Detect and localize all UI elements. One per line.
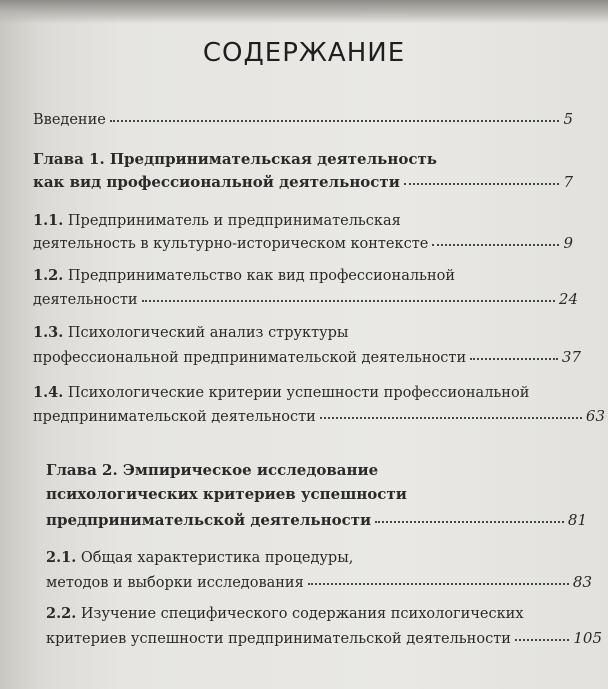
toc-entry-text: Психологический анализ структуры (67, 325, 349, 341)
toc-entry-text: Предпринимательство как вид профессиональной (67, 268, 456, 284)
toc-entry-text: Общая характеристика процедуры, (80, 550, 354, 566)
toc-page-number: 81 (567, 511, 587, 529)
toc-entry-section-1-4[interactable] (33, 405, 605, 426)
toc-page-number: 83 (572, 573, 592, 591)
toc-entry-text: деятельности (33, 292, 138, 308)
toc-page-number: 63 (585, 407, 605, 425)
toc-entry-section-1-3[interactable] (33, 346, 581, 367)
section-number: 1.2. (33, 267, 64, 284)
section-number: 2.2. (46, 605, 77, 622)
toc-title: СОДЕРЖАНИЕ (202, 38, 406, 68)
toc-entry-text: деятельность в культурно-историческом контексте (33, 236, 429, 252)
toc-page-number: 105 (573, 629, 602, 647)
toc-section-1-4-line-1 (33, 384, 529, 402)
toc-entry-text: критериев успешности предпринимательской деятельности (46, 631, 511, 647)
toc-page-number: 24 (558, 290, 578, 308)
toc-section-1-1-line-1 (33, 212, 401, 230)
section-number: 1.3. (33, 324, 64, 341)
dot-leader (142, 286, 555, 302)
section-number: 1.4. (33, 384, 64, 401)
toc-section-2-2-line-1 (46, 605, 524, 623)
dot-leader (308, 569, 569, 585)
toc-section-2-1-line-1 (46, 549, 353, 567)
toc-section-1-3-line-1 (33, 324, 348, 342)
dot-leader (470, 344, 558, 360)
toc-entry-section-1-1[interactable] (33, 232, 573, 253)
section-number: 1.1. (33, 212, 64, 229)
toc-chapter-1-line-1: Глава 1. Предпринимательская деятельность (33, 150, 437, 168)
toc-section-1-2-line-1 (33, 267, 455, 285)
toc-entry-text: Предприниматель и предпринимательская (67, 213, 401, 229)
toc-entry-text: предпринимательской деятельности (33, 409, 316, 425)
toc-chapter-2-line-2: психологических критериев успешности (46, 485, 407, 503)
toc-entry-chapter-2[interactable] (46, 509, 587, 529)
toc-entry-text: как вид профессиональной деятельности (33, 173, 400, 191)
toc-entry-section-2-1[interactable] (46, 571, 592, 592)
toc-entry-section-2-2[interactable] (46, 627, 602, 648)
dot-leader (320, 403, 582, 419)
toc-entry-chapter-1[interactable] (33, 171, 573, 191)
dot-leader (432, 230, 559, 246)
page-top-shadow (0, 0, 608, 24)
toc-entry-text: Введение (33, 112, 106, 128)
toc-entry-text: профессиональной предпринимательской деятельности (33, 350, 467, 366)
toc-page-number: 7 (563, 173, 573, 191)
dot-leader (404, 169, 560, 185)
toc-page-number: 9 (563, 234, 573, 252)
dot-leader (110, 106, 560, 122)
toc-entry-text: предпринимательской деятельности (46, 511, 372, 529)
toc-entry-text: методов и выборки исследования (46, 575, 304, 591)
dot-leader (375, 507, 564, 523)
toc-entry-text: Изучение специфического содержания психологических (80, 606, 524, 622)
toc-entry-introduction[interactable] (33, 108, 573, 129)
toc-page-number: 37 (561, 348, 581, 366)
toc-chapter-2-line-1: Глава 2. Эмпирическое исследование (46, 461, 379, 479)
toc-entry-section-1-2[interactable] (33, 288, 578, 309)
toc-page-number: 5 (563, 110, 573, 128)
section-number: 2.1. (46, 549, 77, 566)
toc-entry-text: Психологические критерии успешности профессиональной (67, 385, 530, 401)
dot-leader (515, 625, 569, 641)
